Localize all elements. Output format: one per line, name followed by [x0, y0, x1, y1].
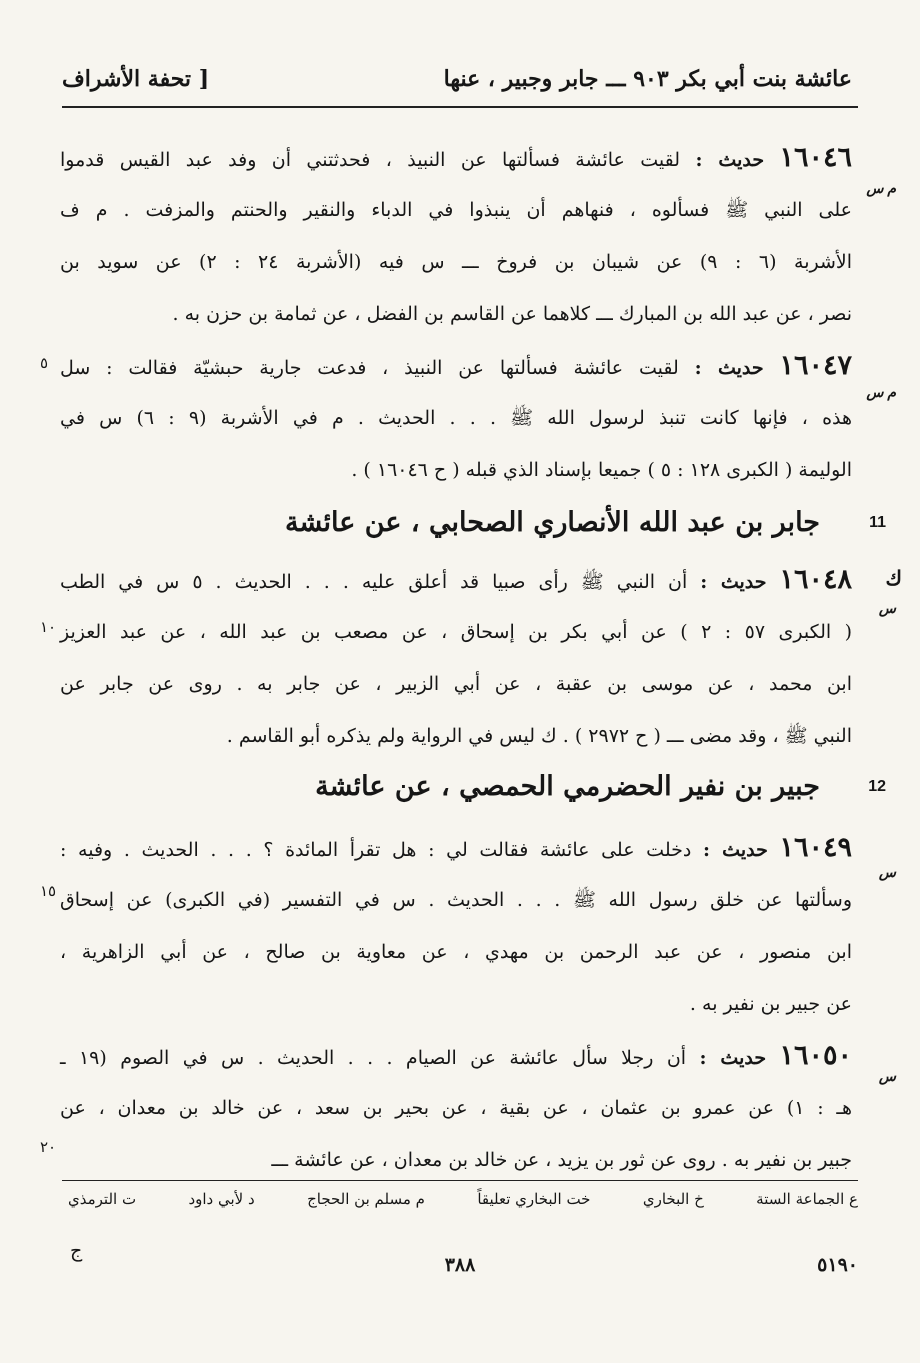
- margin-sigla: س: [878, 1068, 896, 1084]
- abbreviation-legend: [68, 1190, 858, 1220]
- entry-line: ابن منصور ، عن عبد الرحمن بن مهدي ، عن معاوية بن صالح ، عن أبي الزاهرية ،: [60, 941, 852, 963]
- legend-item: ت الترمذي: [68, 1190, 137, 1208]
- hadith-entry: [60, 1030, 852, 1186]
- line-number: ١٠: [40, 618, 57, 636]
- margin-sigla: م س: [866, 180, 896, 196]
- entry-line: ١٦٠٤٧ حديث : لقيت عائشة فسألتها عن النبيذ ، فدعت جارية حبشيّة فقالت : سل: [60, 350, 852, 381]
- footer-code: ٥١٩٠: [817, 1254, 858, 1276]
- footer-mark: ج: [70, 1240, 83, 1262]
- legend-item: د لأبي داود: [188, 1190, 255, 1208]
- line-number: ٢٠: [40, 1138, 57, 1156]
- hadith-entry: [60, 340, 852, 496]
- footnote-rule: [62, 1180, 858, 1181]
- margin-sigla: م س: [866, 384, 896, 400]
- entry-line: ١٦٠٥٠ حديث : أن رجلا سأل عائشة عن الصيام . . . الحديث . س في الصوم (١٩ ـ: [60, 1040, 852, 1071]
- entry-line: النبي ﷺ ، وقد مضى ـــ ( ح ٢٩٧٢ ) . ﻙ ليس في الرواية ولم يذكره أبو القاسم .: [226, 725, 852, 747]
- header-book-name: [ تحفة الأشراف: [62, 66, 210, 92]
- header-rule: [62, 106, 858, 108]
- page-footer: [62, 1240, 858, 1276]
- hadith-entry: [60, 554, 852, 762]
- entry-line: ( الكبرى ٥٧ : ٢ ) عن أبي بكر بن إسحاق ، عن مصعب بن عبد الله ، عن عبد العزيز: [60, 621, 852, 643]
- header-title: عائشة بنت أبي بكر ٩٠٣ ـــ جابر وجبير ، عنها: [443, 66, 852, 92]
- kaf-mark: ﻙ: [885, 568, 902, 590]
- entry-line: هذه ، فإنها كانت تنبذ لرسول الله ﷺ . . . الحديث . م في الأشربة (٩ : ٦) س في: [60, 407, 853, 429]
- legend-item: م مسلم بن الحجاج: [307, 1190, 425, 1208]
- legend-item: خت البخاري تعليقاً: [477, 1190, 591, 1208]
- line-number: ٥: [40, 354, 49, 372]
- margin-sigla: س: [878, 600, 896, 616]
- running-header: [62, 58, 852, 100]
- hadith-entry: [60, 822, 852, 1030]
- entry-line: وسألتها عن خلق رسول الله ﷺ . . . الحديث . س في التفسير (في الكبرى) عن إسحاق: [60, 889, 852, 911]
- entry-line: نصر ، عن عبد الله بن المبارك ـــ كلاهما عن القاسم بن الفضل ، عن ثمامة بن حزن به .: [172, 303, 852, 325]
- line-number: ١٥: [40, 882, 57, 900]
- entry-line: هـ : ١) عن عمرو بن عثمان ، عن بقية ، عن بحير بن سعد ، عن خالد بن معدان ، عن: [60, 1097, 852, 1119]
- section-number: 12: [868, 778, 886, 795]
- entry-line: ابن محمد ، عن موسى بن عقبة ، عن أبي الزبير ، عن جابر به . روى عن جابر عن: [60, 673, 852, 695]
- entry-line: الأشربة (٦ : ٩) عن شيبان بن فروخ ـــ س فيه (الأشربة ٢٤ : ٢) عن سويد بن: [60, 251, 853, 273]
- entry-line: جبير بن نفير به . روى عن ثور بن يزيد ، عن خالد بن معدان ، عن عائشة ـــ: [271, 1149, 852, 1171]
- entry-line: ١٦٠٤٩ حديث : دخلت على عائشة فقالت لي : هل تقرأ المائدة ؟ . . . الحديث . وفيه :: [60, 832, 853, 863]
- entry-line: ١٦٠٤٨ حديث : أن النبي ﷺ رأى صبيا قد أعلق عليه . . . الحديث . ٥ س في الطب: [60, 564, 853, 595]
- page-number: ٣٨٨: [444, 1254, 476, 1276]
- legend-item: خ البخاري: [642, 1190, 704, 1208]
- hadith-entry: [60, 132, 852, 340]
- section-heading: جبير بن نفير الحضرمي الحمصي ، عن عائشة: [315, 771, 820, 802]
- section-number: 11: [869, 514, 886, 531]
- entry-line: الوليمة ( الكبرى ١٢٨ : ٥ ) جميعا بإسناد الذي قبله ( ح ١٦٠٤٦ ) .: [351, 459, 852, 481]
- entry-line: عن جبير بن نفير به .: [689, 993, 852, 1015]
- legend-item: ع الجماعة الستة: [756, 1190, 858, 1208]
- entry-line: على النبي ﷺ فسألوه ، فنهاهم أن ينبذوا في الدباء والنقير والحنتم والمزفت . م ف: [60, 199, 852, 221]
- margin-sigla: س: [878, 864, 896, 880]
- entry-line: ١٦٠٤٦ حديث : لقيت عائشة فسألتها عن النبيذ ، فحدثتني أن وفد عبد القيس قدموا: [60, 142, 852, 173]
- section-heading: جابر بن عبد الله الأنصاري الصحابي ، عن عائشة: [284, 507, 820, 538]
